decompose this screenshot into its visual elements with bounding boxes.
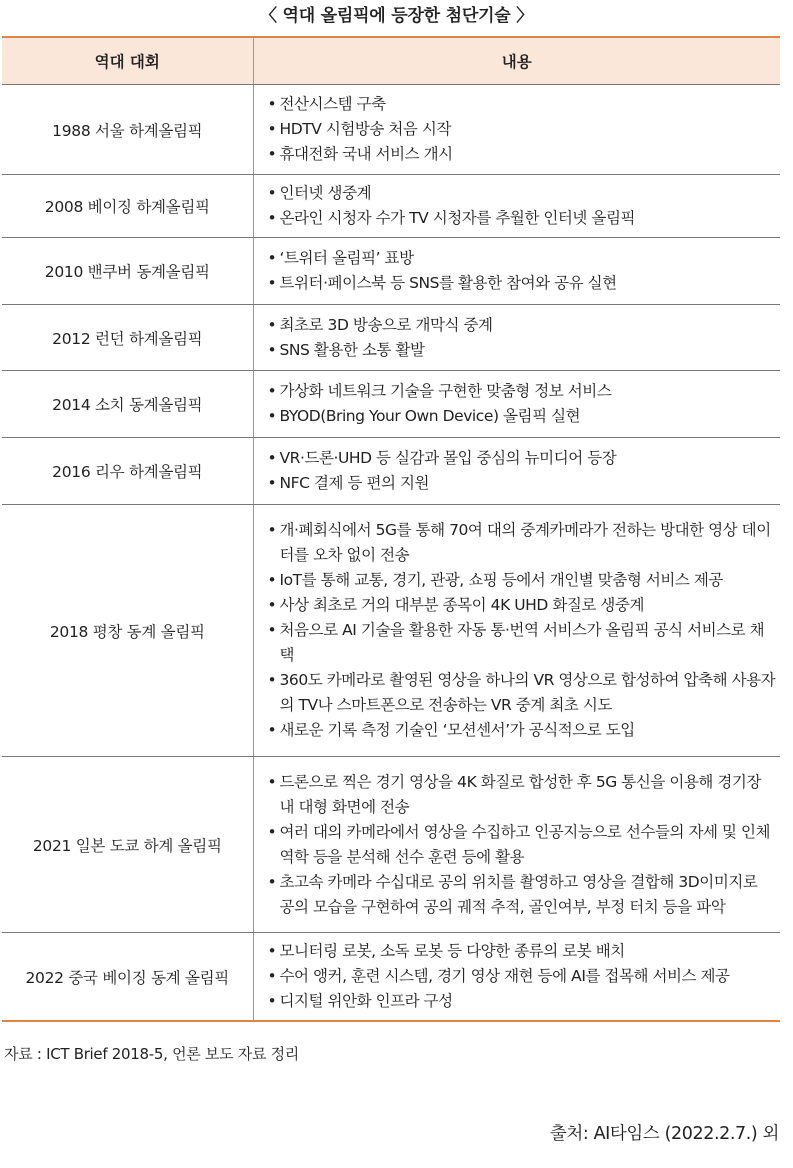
bullet-item: • 수어 앵커, 훈련 시스템, 경기 영상 재현 등에 AI를 접목해 서비스 제공 <box>268 964 777 989</box>
header-event: 역대 대회 <box>2 37 253 85</box>
content-cell <box>253 238 780 305</box>
bullet-item: • IoT를 통해 교통, 경기, 관광, 쇼핑 등에서 개인별 맞춤형 서비스 제공 <box>268 568 777 593</box>
bullet-item: • 디지털 위안화 인프라 구성 <box>268 989 777 1014</box>
bullet-item: • 모니터링 로봇, 소독 로봇 등 다양한 종류의 로봇 배치 <box>268 939 777 964</box>
event-cell: 2018 평창 동계 올림픽 <box>2 505 253 757</box>
bullet-item: • SNS 활용한 소통 활발 <box>268 338 777 363</box>
event-cell: 1988 서울 하계올림픽 <box>2 85 253 175</box>
event-cell: 2021 일본 도쿄 하계 올림픽 <box>2 757 253 933</box>
source-note: 자료 : ICT Brief 2018-5, 언론 보도 자료 정리 <box>4 1045 299 1063</box>
bullet-item: • 초고속 카메라 수십대로 공의 위치를 촬영하고 영상을 결합해 3D이미지로 공의 모습을 구현하여 공의 궤적 추적, 골인여부, 부정 터치 등을 파악 <box>268 870 777 920</box>
bullet-item: • 새로운 기록 측정 기술인 ‘모션센서’가 공식적으로 도입 <box>268 718 777 743</box>
content-cell <box>253 933 780 1022</box>
bullet-item: • VR·드론·UHD 등 실감과 몰입 중심의 뉴미디어 등장 <box>268 446 777 471</box>
table-row <box>2 505 780 757</box>
bullet-item: • 온라인 시청자 수가 TV 시청자를 추월한 인터넷 올림픽 <box>268 206 777 231</box>
bullet-item: • 사상 최초로 거의 대부분 종목이 4K UHD 화질로 생중계 <box>268 593 777 618</box>
table-header-row <box>2 37 780 85</box>
bullet-item: • 휴대전화 국내 서비스 개시 <box>268 142 777 167</box>
table-row <box>2 238 780 305</box>
bullet-item: • 트위터·페이스북 등 SNS를 활용한 참여와 공유 실현 <box>268 271 777 296</box>
event-cell: 2016 리우 하계올림픽 <box>2 438 253 505</box>
olympics-tech-table <box>2 36 780 1022</box>
bullet-item: • 여러 대의 카메라에서 영상을 수집하고 인공지능으로 선수들의 자세 및 인체역학 등을 분석해 선수 훈련 등에 활용 <box>268 820 777 870</box>
bullet-item: • 가상화 네트워크 기술을 구현한 맞춤형 정보 서비스 <box>268 379 777 404</box>
header-content: 내용 <box>253 37 780 85</box>
content-cell <box>253 757 780 933</box>
content-cell <box>253 305 780 371</box>
event-cell: 2022 중국 베이징 동계 올림픽 <box>2 933 253 1022</box>
table-row <box>2 933 780 1022</box>
content-cell <box>253 438 780 505</box>
event-cell: 2010 밴쿠버 동계올림픽 <box>2 238 253 305</box>
table-row <box>2 438 780 505</box>
table-body <box>2 85 780 1022</box>
bullet-item: • NFC 결제 등 편의 지원 <box>268 471 777 496</box>
table-row <box>2 175 780 238</box>
event-cell: 2012 런던 하계올림픽 <box>2 305 253 371</box>
bullet-item: • 전산시스템 구축 <box>268 92 777 117</box>
content-cell <box>253 371 780 438</box>
table-row <box>2 85 780 175</box>
bullet-item: • 인터넷 생중계 <box>268 181 777 206</box>
bullet-item: • 360도 카메라로 촬영된 영상을 하나의 VR 영상으로 합성하여 압축해 사용자의 TV나 스마트폰으로 전송하는 VR 중계 최초 시도 <box>268 668 777 718</box>
table-row <box>2 305 780 371</box>
bullet-item: • BYOD(Bring Your Own Device) 올림픽 실현 <box>268 404 777 429</box>
table-row <box>2 371 780 438</box>
content-cell <box>253 505 780 757</box>
table-title: 〈 역대 올림픽에 등장한 첨단기술 〉 <box>259 6 534 26</box>
credit-line: 출처: AI타임스 (2022.2.7.) 외 <box>549 1124 779 1144</box>
event-cell: 2008 베이징 하계올림픽 <box>2 175 253 238</box>
event-cell: 2014 소치 동계올림픽 <box>2 371 253 438</box>
bullet-item: • 최초로 3D 방송으로 개막식 중계 <box>268 313 777 338</box>
content-cell <box>253 85 780 175</box>
bullet-item: • ‘트위터 올림픽’ 표방 <box>268 246 777 271</box>
bullet-item: • 개·폐회식에서 5G를 통해 70여 대의 중계카메라가 전하는 방대한 영상 데이터를 오차 없이 전송 <box>268 518 777 568</box>
bullet-item: • 처음으로 AI 기술을 활용한 자동 통·번역 서비스가 올림픽 공식 서비스로 채택 <box>268 618 777 668</box>
bullet-item: • HDTV 시험방송 처음 시작 <box>268 117 777 142</box>
content-cell <box>253 175 780 238</box>
table-row <box>2 757 780 933</box>
bullet-item: • 드론으로 찍은 경기 영상을 4K 화질로 합성한 후 5G 통신을 이용해 경기장 내 대형 화면에 전송 <box>268 770 777 820</box>
